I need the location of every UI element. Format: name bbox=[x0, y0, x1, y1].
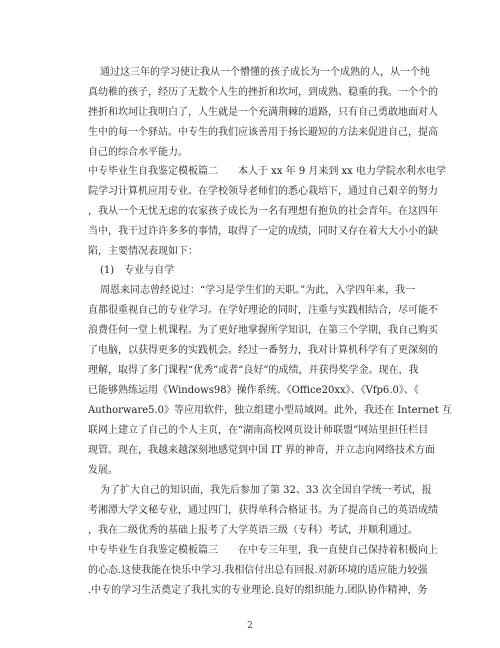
paragraph-3-line-8: 联网上建立了自己的个人主页，在“湖南高校网页设计师联盟”网站里担任栏目 bbox=[88, 425, 429, 436]
paragraph-2-line-5: 陷，主要情况表现如下： bbox=[88, 246, 198, 257]
paragraph-2-line-3: ，我从一个无忧无虑的农家孩子成长为一名有理想有抱负的社会青年。在这四年 bbox=[88, 206, 438, 217]
paragraph-1-line-1: 通过这三年的学习使让我从一个懵懂的孩子成长为一个成熟的人，从一个纯 bbox=[100, 67, 430, 78]
paragraph-1-line-3: 挫折和坎坷让我明白了，人生就是一个充满荆棘的道路，只有自己勇敢地面对人 bbox=[88, 107, 438, 118]
paragraph-1-line-4: 生中的每一个驿站。中专生的我们应该善用于扬长避短的方法来促进自己，提高 bbox=[88, 127, 438, 138]
paragraph-3-line-7: Authorware5.0》等应用软件，独立组建小型局域网。此外，我还在 Internet 互 bbox=[88, 405, 452, 416]
paragraph-4-line-1: 为了扩大自己的知识面，我先后参加了第 32、33 次全国自学统一考试，报 bbox=[100, 485, 432, 496]
page-number: 2 bbox=[247, 621, 253, 631]
paragraph-4-line-3: ，我在二级优秀的基础上报考了大学英语三级（专科）考试，并顺利通过。 bbox=[88, 525, 418, 536]
paragraph-4-line-2: 考湘潭大学文秘专业，通过四门，获得单科合格证书。为了提高自己的英语成绩 bbox=[88, 505, 438, 516]
paragraph-3-line-2: 直都很重视自己的专业学习。在学好理论的同时，注重与实践相结合，尽可能不 bbox=[88, 305, 438, 316]
paragraph-5-line-2: 的心态.这使我能在快乐中学习.我相信付出总有回报.对新环境的适应能力较强 bbox=[88, 565, 428, 576]
paragraph-1-line-2: 真幼稚的孩子，经历了无数个人生的挫折和坎坷，到成熟、稳重的我。一个个的 bbox=[88, 87, 438, 98]
section-3-heading-line: 中专毕业生自我鉴定模板篇三 在中专三年里，我一直使自己保持着积极向上 bbox=[88, 545, 438, 556]
paragraph-2-line-2: 院学习计算机应用专业。在学校领导老师们的悉心栽培下，通过自己艰辛的努力 bbox=[88, 186, 438, 197]
paragraph-1-line-5: 自己的综合水平能力。 bbox=[88, 147, 188, 158]
paragraph-3-line-4: 了电脑，以获得更多的实践机会。经过一番努力，我对计算机科学有了更深刻的 bbox=[88, 345, 438, 356]
paragraph-3-line-5: 理解，取得了多门课程“优秀”或者“良好”的成绩，并获得奖学金。现在，我 bbox=[88, 365, 419, 376]
paragraph-3-line-1: 周恩来同志曾经说过：“学习是学生们的天职。”为此，入学四年来，我一 bbox=[100, 285, 416, 296]
paragraph-3-line-10: 发展。 bbox=[88, 465, 118, 476]
paragraph-3-line-6: 已能够熟练运用《Windows98》操作系统、《Office20xx》、《Vfp6.0》、《 bbox=[88, 385, 419, 396]
section-2-heading-line: 中专毕业生自我鉴定模板篇二 本人于 xx 年 9 月来到 xx 电力学院水利水电学 bbox=[88, 166, 446, 177]
subheading-major-study: (1) 专业与自学 bbox=[100, 265, 175, 276]
paragraph-3-line-9: 现管。现在，我越来越深刻地感觉到中国 IT 界的神奇，并立志向网络技术方面 bbox=[88, 445, 435, 456]
paragraph-5-line-3: .中专的学习生活奠定了我扎实的专业理论.良好的组织能力.团队协作精神，务 bbox=[88, 585, 428, 596]
paragraph-2-line-4: 当中，我干过许许多多的事情，取得了一定的成绩，同时又存在着大大小小的缺 bbox=[88, 226, 438, 237]
paragraph-3-line-3: 浪费任何一堂上机课程。为了更好地掌握所学知识，在第三个学期，我自己购买 bbox=[88, 325, 438, 336]
